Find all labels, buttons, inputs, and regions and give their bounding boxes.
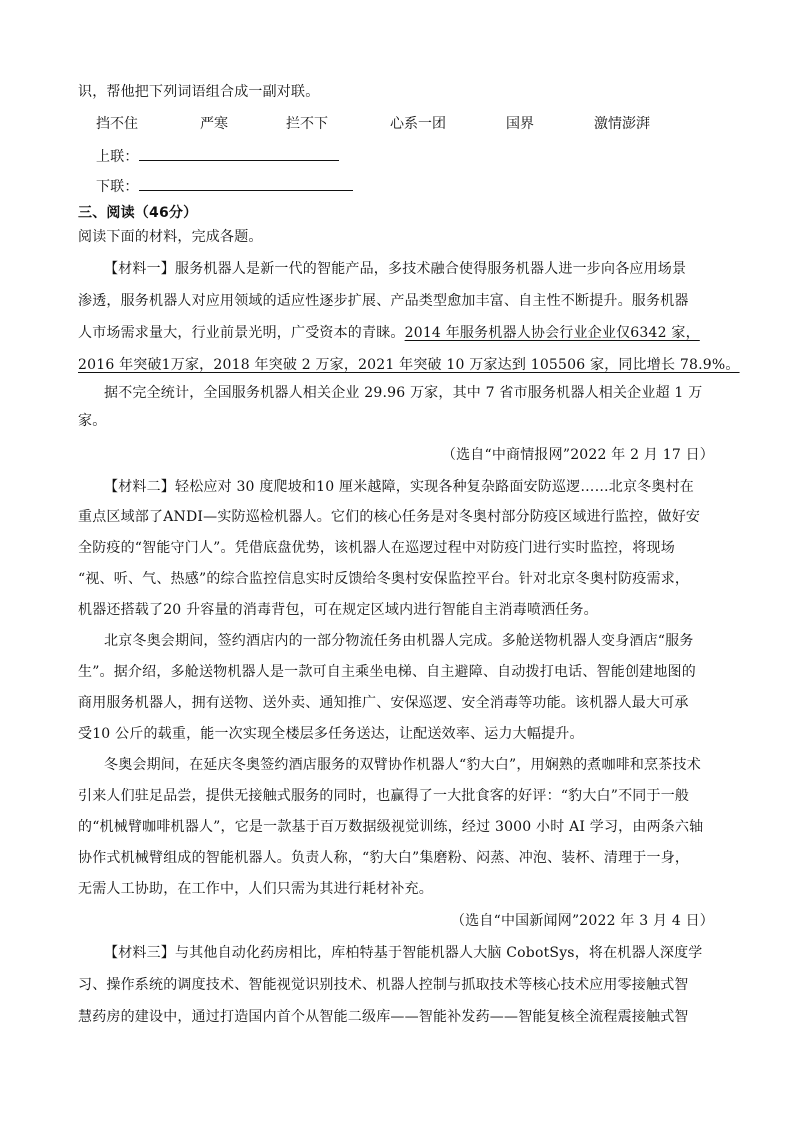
- word-item: 严寒: [200, 116, 228, 132]
- upper-couplet-row: [96, 146, 736, 167]
- lower-couplet-label: 下联：: [96, 179, 139, 195]
- lower-couplet-row: [96, 176, 736, 197]
- word-item: 国界: [506, 116, 534, 132]
- material-2-line: 全防疫的“智能守门人”。凭借底盘优势，该机器人在巡逻过程中对防疫门进行实时监控，将现场: [78, 540, 675, 556]
- material-2-line: 重点区域部了ANDI—实防巡检机器人。它们的核心任务是对冬奥村部分防疫区域进行监控，做好安: [78, 509, 701, 525]
- material-2-line: 的“机械臂咖啡机器人”，它是一款基于百万数据级视觉训练，经过 3000 小时 AI 学习，由两条六轴: [78, 819, 704, 835]
- material-1-line: 据不完全统计，全国服务机器人相关企业 29.96 万家，其中 7 省市服务机器人相关企业超 1 万: [104, 385, 703, 401]
- reading-instruction: 阅读下面的材料，完成各题。: [78, 229, 263, 245]
- material-3-line: 慧药房的建设中，通过打造国内首个从智能二级库——智能补发药——智能复核全流程震接触式智: [78, 1009, 689, 1025]
- section-title: 三、阅读（46分）: [78, 205, 198, 221]
- material-2-line: 受10 公斤的载重，能一次实现全楼层多任务送达，让配送效率、运力大幅提升。: [78, 726, 584, 742]
- couplet-word-bank: [96, 113, 696, 133]
- material-1-line: [78, 323, 718, 343]
- material-2-source: （选自“中国新闻网”2022 年 3 月 4 日）: [450, 913, 714, 929]
- word-item: 挡不住: [96, 116, 138, 132]
- material-2-line: 冬奥会期间，在延庆冬奥签约酒店服务的双臂协作机器人“豹大白”，用娴熟的煮咖啡和烹茶技术: [104, 757, 701, 773]
- material-2-line: 无需人工协助，在工作中，人们只需为其进行耗材补充。: [78, 881, 433, 897]
- material-2-line: “视、听、气、热感”的综合监控信息实时反馈给冬奥村安保监控平台。针对北京冬奥村防疫需求，: [78, 571, 690, 587]
- lower-couplet-answer-blank[interactable]: [139, 176, 353, 191]
- material-1-line: 渗透，服务机器人对应用领域的适应性逐步扩展、产品类型愈加丰富、自主性不断提升。服务机器: [78, 293, 689, 309]
- material-1-line: 【材料一】服务机器人是新一代的智能产品，多技术融合使得服务机器人进一步向各应用场景: [104, 261, 687, 277]
- word-item: 心系一团: [390, 116, 446, 132]
- question-intro-tail: 识，帮他把下列词语组合成一副对联。: [78, 84, 320, 100]
- material-3-line: 习、操作系统的调度技术、智能视觉识别技术、机器人控制与抓取技术等核心技术应用零接触式智: [78, 977, 689, 993]
- material-1-underlined-text: 2014 年服务机器人协会行业企业仅6342 家，: [404, 325, 700, 341]
- material-1-text: 人市场需求量大，行业前景光明，广受资本的青睐。: [78, 325, 405, 341]
- material-3-line: 【材料三】与其他自动化药房相比，库柏特基于智能机器人大脑 CobotSys，将在机器人深度学: [104, 945, 703, 961]
- material-2-line: 【材料二】轻松应对 30 度爬坡和10 厘米越障，实现各种复杂路面安防巡逻……北京冬奥村在: [104, 479, 694, 495]
- word-item: 激情澎湃: [594, 116, 650, 132]
- material-1-source: （选自“中商情报网”2022 年 2 月 17 日）: [441, 447, 714, 463]
- material-2-line: 协作式机械臂组成的智能机器人。负责人称，“豹大白”集磨粉、闷蒸、冲泡、装杯、清理于一身，: [78, 850, 690, 866]
- word-item: 拦不下: [286, 116, 328, 132]
- material-2-line: 商用服务机器人，拥有送物、送外卖、通知推广、安保巡逻、安全消毒等功能。该机器人最大可承: [78, 695, 689, 711]
- upper-couplet-answer-blank[interactable]: [139, 146, 339, 161]
- material-2-line: 生”。据介绍，多舱送物机器人是一款可自主乘坐电梯、自主避障、自动拨打电话、智能创建地图的: [78, 664, 696, 680]
- material-1-underlined-line: 2016 年突破1万家，2018 年突破 2 万家，2021 年突破 10 万家达到 105506 家，同比增长 78.9%。: [78, 357, 740, 373]
- material-1-line: 家。: [78, 413, 107, 429]
- upper-couplet-label: 上联：: [96, 149, 139, 165]
- material-2-line: 引来人们驻足品尝，提供无接触式服务的同时，也赢得了一大批食客的好评：“豹大白”不同于一般: [78, 788, 690, 804]
- material-2-line: 机器还搭载了20 升容量的消毒背包，可在规定区域内进行智能自主消毒喷洒任务。: [78, 602, 598, 618]
- material-2-line: 北京冬奥会期间，签约酒店内的一部分物流任务由机器人完成。多舱送物机器人变身酒店“服务: [104, 633, 694, 649]
